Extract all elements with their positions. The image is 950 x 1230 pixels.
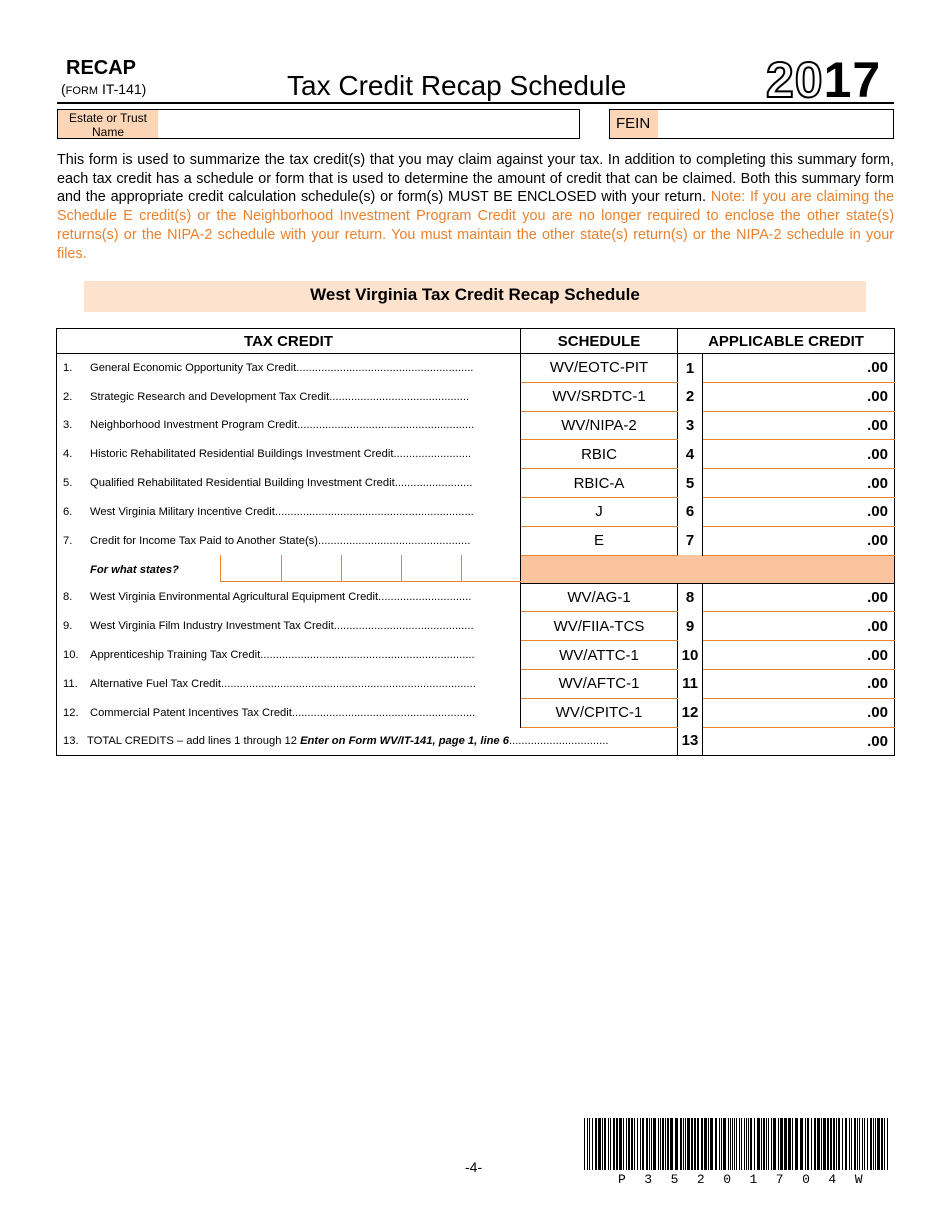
credit-amount-field[interactable]: .00	[703, 612, 895, 641]
line-box-number: 6	[678, 497, 703, 526]
barcode-bar	[592, 1118, 593, 1170]
barcode-bar	[602, 1118, 603, 1170]
barcode-bar	[833, 1118, 835, 1170]
instructions-paragraph	[57, 151, 894, 263]
barcode-bar	[649, 1118, 650, 1170]
credit-description	[57, 583, 521, 612]
line-number: 7.	[63, 534, 73, 547]
line-box-number: 12	[678, 698, 703, 727]
barcode-bar	[662, 1118, 664, 1170]
credit-name: West Virginia Film Industry Investment Tax Credit.............................................	[90, 620, 474, 633]
barcode-bar	[685, 1118, 686, 1170]
total-line-number: 13.	[63, 735, 79, 748]
schedule-code: WV/AG-1	[521, 583, 678, 612]
barcode-bar	[862, 1118, 863, 1170]
estate-name-field[interactable]	[57, 109, 580, 139]
barcode-bar	[845, 1118, 847, 1170]
credit-amount-field[interactable]: .00	[703, 669, 895, 698]
line-number: 4.	[63, 448, 73, 461]
credit-name: General Economic Opportunity Tax Credit.........................................................	[90, 362, 474, 375]
barcode-bar	[710, 1118, 713, 1170]
form-reference	[61, 81, 146, 97]
state-input-5[interactable]	[461, 555, 521, 582]
barcode-bar	[584, 1118, 585, 1170]
credit-name: Commercial Patent Incentives Tax Credit...........................................................	[90, 706, 476, 719]
table-row	[57, 382, 895, 411]
credit-amount-field[interactable]: .00	[703, 411, 895, 440]
table-row	[57, 440, 895, 469]
table-row	[57, 497, 895, 526]
barcode-bar	[814, 1118, 816, 1170]
barcode-bar	[771, 1118, 772, 1170]
barcode-bar	[660, 1118, 661, 1170]
line-number: 10.	[63, 649, 79, 662]
barcode-bar	[748, 1118, 749, 1170]
table-row	[57, 612, 895, 641]
credit-description	[57, 698, 521, 727]
header-divider	[57, 102, 894, 104]
credit-amount-field[interactable]: .00	[703, 497, 895, 526]
barcode-bar	[628, 1118, 630, 1170]
table-row	[57, 641, 895, 670]
credit-amount-field[interactable]: .00	[703, 641, 895, 670]
credit-amount-field[interactable]: .00	[703, 469, 895, 498]
barcode-bar	[653, 1118, 656, 1170]
line-box-number: 7	[678, 526, 703, 555]
barcode-bar	[877, 1118, 880, 1170]
barcode-bar	[667, 1118, 669, 1170]
barcode-bar	[768, 1118, 769, 1170]
barcode-bar	[754, 1118, 755, 1170]
credit-amount-field[interactable]: .00	[703, 526, 895, 555]
table-row	[57, 469, 895, 498]
barcode-bar	[683, 1118, 684, 1170]
barcode-bar	[750, 1118, 752, 1170]
barcode-bar	[854, 1118, 856, 1170]
table-row	[57, 526, 895, 555]
table-row	[57, 411, 895, 440]
line-box-number: 4	[678, 440, 703, 469]
barcode-bar	[598, 1118, 601, 1170]
barcode-bar	[694, 1118, 696, 1170]
barcode-bar	[851, 1118, 852, 1170]
credit-name: Qualified Rehabilitated Residential Building Investment Credit.........................	[90, 477, 473, 490]
barcode-bar	[697, 1118, 699, 1170]
line-box-number: 11	[678, 669, 703, 698]
barcode-bar	[784, 1118, 787, 1170]
schedule-code: WV/EOTC-PIT	[521, 354, 678, 383]
form-ref-word: FORM	[65, 85, 99, 97]
barcode-bar	[746, 1118, 747, 1170]
barcode-bar	[631, 1118, 633, 1170]
barcode-bar	[857, 1118, 858, 1170]
credit-name: Credit for Income Tax Paid to Another State(s).................................................	[90, 534, 471, 547]
line-box-number: 10	[678, 641, 703, 670]
schedule-code: WV/FIIA-TCS	[521, 612, 678, 641]
schedule-code: E	[521, 526, 678, 555]
barcode-bar	[642, 1118, 644, 1170]
barcode-bar	[675, 1118, 678, 1170]
barcode-bar	[821, 1118, 822, 1170]
barcode-bar	[795, 1118, 798, 1170]
states-question	[57, 555, 521, 583]
barcode-bar	[739, 1118, 740, 1170]
credit-name: Strategic Research and Development Tax Credit.............................................	[90, 390, 470, 403]
barcode	[582, 1118, 892, 1170]
barcode-bar	[763, 1118, 765, 1170]
barcode-bar	[766, 1118, 767, 1170]
credit-description	[57, 411, 521, 440]
barcode-bar	[619, 1118, 622, 1170]
header-schedule: SCHEDULE	[521, 329, 678, 354]
tax-year-outline: 20	[766, 52, 824, 108]
barcode-bar	[761, 1118, 762, 1170]
line-number: 3.	[63, 419, 73, 432]
barcode-bar	[744, 1118, 745, 1170]
line-box-number: 3	[678, 411, 703, 440]
line-number: 1.	[63, 362, 73, 375]
fein-label: FEIN	[610, 110, 658, 138]
barcode-bar	[589, 1118, 590, 1170]
states-row	[57, 555, 895, 583]
barcode-bar	[708, 1118, 709, 1170]
credit-amount-field[interactable]: .00	[703, 440, 895, 469]
credit-name: Neighborhood Investment Program Credit.........................................................	[90, 419, 475, 432]
form-code: RECAP	[66, 57, 137, 79]
schedule-code: RBIC	[521, 440, 678, 469]
barcode-bar	[715, 1118, 717, 1170]
credit-description	[57, 354, 521, 383]
barcode-bar	[595, 1118, 597, 1170]
instructions-text: This form is used to summarize the tax credit(s) that you may claim against your tax. In addition to completing this summary form, each tax credit has a schedule or form that is used to determine the amount of credit that can be claimed. Both this summary form and the appropriate credit calculation schedule(s) or form(s) MUST BE ENCLOSED with your return.	[57, 152, 894, 206]
barcode-bar	[637, 1118, 638, 1170]
barcode-bar	[658, 1118, 659, 1170]
state-input-4[interactable]	[401, 555, 461, 582]
total-leader-dots: ................................	[508, 735, 609, 748]
table-row	[57, 354, 895, 383]
barcode-bar	[780, 1118, 783, 1170]
barcode-bar	[665, 1118, 666, 1170]
barcode-bar	[721, 1118, 722, 1170]
form-ref-open: (	[61, 81, 66, 97]
credit-description	[57, 382, 521, 411]
barcode-bar	[807, 1118, 809, 1170]
barcode-bar	[788, 1118, 791, 1170]
header-applicable-credit: APPLICABLE CREDIT	[678, 329, 895, 354]
line-box-number: 2	[678, 382, 703, 411]
credit-description	[57, 497, 521, 526]
barcode-bar	[732, 1118, 733, 1170]
barcode-bar	[687, 1118, 690, 1170]
states-shaded-area	[521, 555, 895, 583]
credit-amount-field[interactable]: .00	[703, 583, 895, 612]
total-row	[57, 727, 895, 755]
form-ref-rest: IT-141)	[98, 81, 147, 97]
barcode-bar	[634, 1118, 635, 1170]
credit-description	[57, 526, 521, 555]
line-box-number: 8	[678, 583, 703, 612]
credit-name: Apprenticeship Training Tax Credit.....................................................................	[90, 649, 475, 662]
barcode-bar	[830, 1118, 832, 1170]
total-amount-field[interactable]: .00	[703, 727, 895, 755]
barcode-bar	[704, 1118, 707, 1170]
barcode-bar	[836, 1118, 837, 1170]
credit-description	[57, 469, 521, 498]
barcode-bar	[757, 1118, 760, 1170]
credit-description	[57, 612, 521, 641]
barcode-bar	[870, 1118, 872, 1170]
credit-description	[57, 440, 521, 469]
total-description	[57, 727, 678, 755]
barcode-bar	[823, 1118, 826, 1170]
credit-name: West Virginia Environmental Agricultural Equipment Credit..............................	[90, 591, 472, 604]
barcode-bar	[817, 1118, 820, 1170]
section-title: West Virginia Tax Credit Recap Schedule	[84, 281, 866, 312]
credit-amount-field[interactable]: .00	[703, 354, 895, 383]
barcode-bar	[730, 1118, 731, 1170]
barcode-bar	[680, 1118, 682, 1170]
barcode-bar	[610, 1118, 611, 1170]
line-box-number: 5	[678, 469, 703, 498]
barcode-bar	[849, 1118, 850, 1170]
line-number: 2.	[63, 390, 73, 403]
schedule-code: WV/CPITC-1	[521, 698, 678, 727]
credit-amount-field[interactable]: .00	[703, 382, 895, 411]
table-row	[57, 669, 895, 698]
states-label: For what states?	[90, 564, 179, 577]
header-tax-credit: TAX CREDIT	[57, 329, 521, 354]
barcode-bar	[728, 1118, 729, 1170]
credit-name: West Virginia Military Incentive Credit................................................................	[90, 505, 474, 518]
barcode-bar	[867, 1118, 868, 1170]
barcode-bar	[827, 1118, 829, 1170]
barcode-bar	[651, 1118, 652, 1170]
barcode-bar	[792, 1118, 793, 1170]
state-input-3[interactable]	[341, 555, 401, 582]
credit-name: Historic Rehabilitated Residential Buildings Investment Credit.........................	[90, 448, 472, 461]
line-number: 6.	[63, 505, 73, 518]
barcode-bar	[626, 1118, 627, 1170]
line-number: 12.	[63, 706, 79, 719]
table-row	[57, 583, 895, 612]
barcode-bar	[811, 1118, 812, 1170]
line-box-number: 1	[678, 354, 703, 383]
barcode-bar	[773, 1118, 776, 1170]
barcode-bar	[887, 1118, 888, 1170]
barcode-bar	[608, 1118, 609, 1170]
barcode-bar	[800, 1118, 803, 1170]
table-row	[57, 698, 895, 727]
page-title: Tax Credit Recap Schedule	[287, 70, 627, 101]
line-box-number: 9	[678, 612, 703, 641]
credits-table	[56, 328, 895, 756]
credit-description	[57, 669, 521, 698]
barcode-bar	[873, 1118, 874, 1170]
barcode-bar	[805, 1118, 806, 1170]
schedule-code: RBIC-A	[521, 469, 678, 498]
barcode-bar	[670, 1118, 673, 1170]
line-number: 8.	[63, 591, 73, 604]
barcode-bar	[864, 1118, 865, 1170]
credit-description	[57, 641, 521, 670]
line-number: 5.	[63, 477, 73, 490]
barcode-bar	[613, 1118, 615, 1170]
credit-name: Alternative Fuel Tax Credit..................................................................................	[90, 677, 476, 690]
estate-name-label: Estate or Trust Name	[58, 110, 158, 138]
schedule-code: WV/AFTC-1	[521, 669, 678, 698]
barcode-bar	[741, 1118, 742, 1170]
barcode-bar	[881, 1118, 883, 1170]
barcode-bar	[875, 1118, 876, 1170]
barcode-bar	[719, 1118, 720, 1170]
schedule-code: WV/ATTC-1	[521, 641, 678, 670]
instructions-note: Note: If you are claiming the Schedule E credit(s) or the Neighborhood Investment Program Credit you are no longer required to enclose the other state(s) returns(s) or the NIPA-2 schedule with your return. You must maintain the other state(s) return(s) or the NIPA-2 schedule in your files.	[57, 189, 894, 262]
line-number: 11.	[63, 677, 78, 690]
barcode-bar	[604, 1118, 606, 1170]
fein-field[interactable]	[609, 109, 894, 139]
barcode-bar	[884, 1118, 885, 1170]
table-header-row	[57, 329, 895, 354]
barcode-bar	[640, 1118, 641, 1170]
total-line-box: 13	[678, 727, 703, 755]
schedule-code: J	[521, 497, 678, 526]
tax-year-solid: 17	[823, 52, 882, 108]
line-number: 9.	[63, 620, 73, 633]
barcode-bar	[587, 1118, 588, 1170]
tax-year	[766, 52, 881, 108]
barcode-bar	[691, 1118, 693, 1170]
barcode-bar	[623, 1118, 624, 1170]
total-instruction: Enter on Form WV/IT-141, page 1, line 6	[300, 735, 509, 748]
barcode-bar	[736, 1118, 737, 1170]
barcode-bar	[646, 1118, 648, 1170]
state-input-2[interactable]	[281, 555, 341, 582]
barcode-bar	[701, 1118, 703, 1170]
barcode-bar	[778, 1118, 779, 1170]
total-label: TOTAL CREDITS – add lines 1 through 12	[87, 735, 301, 748]
barcode-bar	[723, 1118, 726, 1170]
barcode-bar	[859, 1118, 860, 1170]
barcode-bar	[616, 1118, 618, 1170]
barcode-number: P35201704W	[618, 1172, 882, 1187]
schedule-code: WV/NIPA-2	[521, 411, 678, 440]
page-number: -4-	[465, 1159, 483, 1175]
credit-amount-field[interactable]: .00	[703, 698, 895, 727]
state-input-1[interactable]	[220, 555, 281, 582]
barcode-bar	[838, 1118, 840, 1170]
schedule-code: WV/SRDTC-1	[521, 382, 678, 411]
barcode-bar	[734, 1118, 735, 1170]
barcode-bar	[842, 1118, 843, 1170]
